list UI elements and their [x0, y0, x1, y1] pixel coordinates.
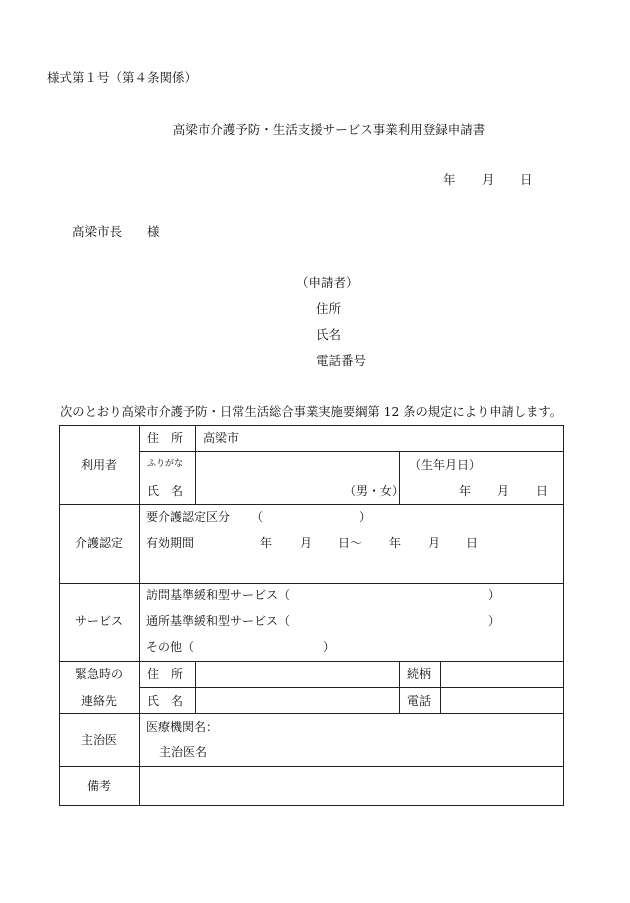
birth-month: 月 [497, 484, 510, 498]
form-title: 高梁市介護予防・生活支援サービス事業利用登録申請書 [172, 122, 486, 137]
table-line [59, 583, 564, 584]
emergency-name-label: 氏 名 [147, 694, 184, 708]
birthdate-label: （生年月日） [409, 458, 482, 472]
user-name-label: 氏 名 [147, 484, 184, 498]
table-line [59, 504, 564, 505]
user-address-label: 住 所 [147, 431, 184, 445]
validity-day-from: 日～ [338, 536, 363, 550]
applicant-address-label: 住所 [316, 301, 342, 316]
emergency-relation-label: 続柄 [407, 667, 432, 681]
user-label: 利用者 [80, 458, 118, 472]
service-visit-close: ） [488, 588, 501, 602]
birth-year: 年 [459, 484, 472, 498]
care-paren-open: （ [251, 510, 264, 524]
validity-year-from: 年 [260, 536, 273, 550]
validity-month-to: 月 [428, 536, 441, 550]
validity-year-to: 年 [389, 536, 402, 550]
table-line [59, 661, 564, 662]
date-month: 月 [482, 172, 495, 187]
table-line [195, 661, 196, 714]
validity-label: 有効期間 [146, 536, 195, 550]
medical-institution-label: 医療機関名： [146, 720, 219, 734]
table-line [59, 713, 564, 714]
validity-month-from: 月 [300, 536, 313, 550]
emergency-address-label: 住 所 [147, 667, 184, 681]
application-statement: 次のとおり高梁市介護予防・日常生活総合事業実施要綱第 12 条の規定により申請します。 [60, 405, 563, 419]
validity-day-to: 日 [466, 536, 479, 550]
applicant-name-label: 氏名 [316, 327, 342, 342]
remarks-label: 備考 [86, 779, 112, 793]
table-line [59, 766, 564, 767]
form-number: 様式第１号（第４条関係） [47, 70, 198, 85]
care-classification: 要介護認定区分 [146, 510, 231, 524]
emergency-label-2: 連絡先 [80, 694, 118, 708]
table-border-bottom [59, 805, 564, 806]
emergency-label-1: 緊急時の [74, 667, 124, 681]
date-day: 日 [520, 172, 533, 187]
furigana-label: ふりがな [147, 459, 184, 469]
table-line [399, 661, 400, 714]
user-address-value: 高梁市 [203, 431, 240, 445]
care-paren-close: ） [359, 510, 372, 524]
service-day-close: ） [488, 614, 501, 628]
applicant-phone-label: 電話番号 [316, 353, 367, 368]
application-table [59, 425, 564, 806]
birth-day: 日 [536, 484, 549, 498]
service-other-close: ） [323, 640, 336, 654]
table-line [195, 425, 196, 505]
table-border-top [59, 425, 564, 426]
table-border-left [59, 425, 60, 806]
service-other: その他（ [146, 640, 195, 654]
emergency-phone-label: 電話 [407, 694, 432, 708]
doctor-label: 主治医 [80, 733, 118, 747]
service-label: サービス [74, 614, 124, 628]
table-border-right [563, 425, 564, 806]
doctor-name-label: 主治医名 [159, 745, 208, 759]
service-day: 通所基準緩和型サービス（ [146, 614, 291, 628]
sex-field: （男・女） [344, 484, 405, 498]
care-label: 介護認定 [74, 536, 124, 550]
applicant-heading: （申請者） [296, 275, 359, 290]
table-line [140, 451, 564, 452]
date-year: 年 [443, 172, 456, 187]
table-line [440, 661, 441, 714]
service-visit: 訪問基準緩和型サービス（ [146, 588, 291, 602]
table-line [140, 687, 564, 688]
table-line [139, 425, 140, 806]
addressee: 高梁市長 様 [72, 224, 160, 239]
